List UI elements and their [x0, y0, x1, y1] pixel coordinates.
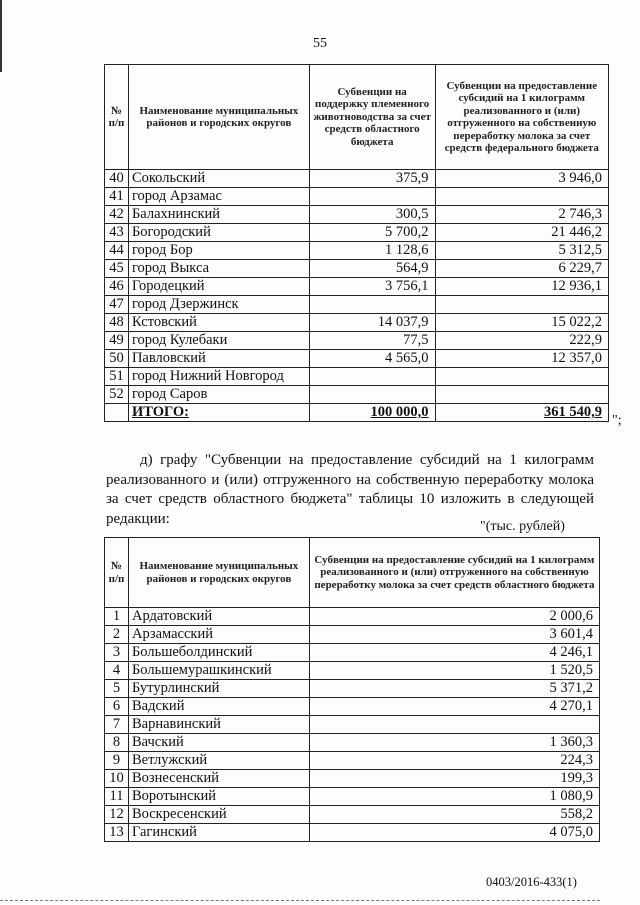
regional-value: 1 520,5: [309, 662, 599, 680]
federal-value: [435, 368, 608, 386]
regional-value: 3 601,4: [309, 626, 599, 644]
regional-value: 199,3: [309, 770, 599, 788]
table-row: [105, 788, 600, 806]
district-name: Вадский: [128, 698, 309, 716]
district-name: Городецкий: [128, 278, 309, 296]
t2-col-number-header: № п/п: [105, 538, 129, 608]
district-name: Вачский: [128, 734, 309, 752]
regional-value: 5 371,2: [309, 680, 599, 698]
table-row: [105, 314, 609, 332]
row-number: 9: [105, 752, 129, 770]
regional-value: 300,5: [309, 206, 435, 224]
table-row: [105, 170, 609, 188]
row-number: 42: [105, 206, 129, 224]
row-number: 50: [105, 350, 129, 368]
table-row: [105, 278, 609, 296]
row-number: 46: [105, 278, 129, 296]
row-number: 45: [105, 260, 129, 278]
district-name: Балахнинский: [128, 206, 309, 224]
district-name: Воротынский: [128, 788, 309, 806]
regional-value: 4 075,0: [309, 824, 599, 842]
district-name: город Саров: [128, 386, 309, 404]
federal-value: 5 312,5: [435, 242, 608, 260]
regional-value: 375,9: [309, 170, 435, 188]
district-name: город Кулебаки: [128, 332, 309, 350]
district-name: Варнавинский: [128, 716, 309, 734]
table-row: [105, 770, 600, 788]
total-federal: 361 540,9: [435, 404, 608, 422]
regional-value: 2 000,6: [309, 608, 599, 626]
table-row: [105, 332, 609, 350]
t2-col-name-header: Наименование муниципальных районов и городских округов: [128, 538, 309, 608]
document-code: 0403/2016-433(1): [486, 875, 577, 889]
table-row: [105, 260, 609, 278]
row-number: 44: [105, 242, 129, 260]
regional-value: [309, 188, 435, 206]
district-name: город Бор: [128, 242, 309, 260]
district-name: Павловский: [128, 350, 309, 368]
regional-value: 1 080,9: [309, 788, 599, 806]
federal-value: 12 936,1: [435, 278, 608, 296]
table-row: [105, 734, 600, 752]
federal-value: 222,9: [435, 332, 608, 350]
row-number: 7: [105, 716, 129, 734]
district-name: Кстовский: [128, 314, 309, 332]
row-number: 11: [105, 788, 129, 806]
regional-value: [309, 368, 435, 386]
total-regional: 100 000,0: [309, 404, 435, 422]
table-row: [105, 698, 600, 716]
bottom-dashed-line: [0, 900, 600, 902]
federal-value: 2 746,3: [435, 206, 608, 224]
row-number: 12: [105, 806, 129, 824]
row-number: 2: [105, 626, 129, 644]
table-row: [105, 806, 600, 824]
paragraph-text: д) графу "Субвенции на предоставление субсидий на 1 килограмм реализованного и (или) отгруженного на собственную переработку молока за счет средств областного бюджета" таблицы 10 изложить в следующей редакции:: [106, 452, 594, 527]
district-name: Сокольский: [128, 170, 309, 188]
col-federal-header: Субвенции на предоставление субсидий на 1 килограмм реализованного и (или) отгруженного на собственную переработку молока за счет средств федерального бюджета: [435, 65, 608, 170]
district-name: Вознесенский: [128, 770, 309, 788]
subsidy-table-2: [104, 537, 600, 842]
federal-value: 3 946,0: [435, 170, 608, 188]
row-number: 5: [105, 680, 129, 698]
district-name: Большемурашкинский: [128, 662, 309, 680]
regional-value: 224,3: [309, 752, 599, 770]
regional-value: 4 270,1: [309, 698, 599, 716]
row-number: 51: [105, 368, 129, 386]
regional-value: 5 700,2: [309, 224, 435, 242]
total-number-cell: [105, 404, 129, 422]
table-row: [105, 626, 600, 644]
t2-col-value-header: Субвенции на предоставление субсидий на 1 килограмм реализованного и (или) отгруженного на собственную переработку молока за счет средств областного бюджета: [309, 538, 599, 608]
table-row: [105, 224, 609, 242]
district-name: Гагинский: [128, 824, 309, 842]
row-number: 47: [105, 296, 129, 314]
federal-value: [435, 188, 608, 206]
table-row: [105, 368, 609, 386]
table-row: [105, 206, 609, 224]
table-row: [105, 242, 609, 260]
federal-value: 21 446,2: [435, 224, 608, 242]
regional-value: 4 246,1: [309, 644, 599, 662]
table-row: [105, 386, 609, 404]
district-name: Бутурлинский: [128, 680, 309, 698]
table-row: [105, 824, 600, 842]
row-number: 1: [105, 608, 129, 626]
table-row: [105, 680, 600, 698]
federal-value: 15 022,2: [435, 314, 608, 332]
regional-value: [309, 296, 435, 314]
amendment-paragraph: [106, 451, 594, 529]
row-number: 4: [105, 662, 129, 680]
row-number: 52: [105, 386, 129, 404]
row-number: 3: [105, 644, 129, 662]
table-row: [105, 644, 600, 662]
row-number: 43: [105, 224, 129, 242]
district-name: Большеболдинский: [128, 644, 309, 662]
row-number: 40: [105, 170, 129, 188]
units-label: "(тыс. рублей): [480, 519, 565, 534]
regional-value: 77,5: [309, 332, 435, 350]
district-name: город Нижний Новгород: [128, 368, 309, 386]
row-number: 10: [105, 770, 129, 788]
row-number: 13: [105, 824, 129, 842]
total-row: [105, 404, 609, 422]
regional-value: 1 360,3: [309, 734, 599, 752]
regional-value: 558,2: [309, 806, 599, 824]
row-number: 48: [105, 314, 129, 332]
table-row: [105, 752, 600, 770]
federal-value: 6 229,7: [435, 260, 608, 278]
federal-value: [435, 296, 608, 314]
col-number-header: № п/п: [105, 65, 129, 170]
regional-value: 564,9: [309, 260, 435, 278]
district-name: Арзамасский: [128, 626, 309, 644]
table2-body: [105, 608, 600, 842]
district-name: город Выкса: [128, 260, 309, 278]
table1-body: [105, 170, 609, 422]
table-row: [105, 662, 600, 680]
closing-quote: ";: [612, 413, 622, 428]
regional-value: [309, 386, 435, 404]
federal-value: 12 357,0: [435, 350, 608, 368]
regional-value: 14 037,9: [309, 314, 435, 332]
district-name: Воскресенский: [128, 806, 309, 824]
row-number: 8: [105, 734, 129, 752]
subsidy-table-1: [104, 64, 609, 422]
table-row: [105, 188, 609, 206]
row-number: 49: [105, 332, 129, 350]
regional-value: [309, 716, 599, 734]
total-label: ИТОГО:: [128, 404, 309, 422]
regional-value: 4 565,0: [309, 350, 435, 368]
table-row: [105, 350, 609, 368]
col-regional-header: Субвенции на поддержку племенного животноводства за счет средств областного бюджета: [309, 65, 435, 170]
regional-value: 3 756,1: [309, 278, 435, 296]
district-name: Ардатовский: [128, 608, 309, 626]
page-number: 55: [313, 36, 327, 51]
regional-value: 1 128,6: [309, 242, 435, 260]
table-row: [105, 716, 600, 734]
row-number: 6: [105, 698, 129, 716]
table-row: [105, 296, 609, 314]
district-name: Ветлужский: [128, 752, 309, 770]
col-name-header: Наименование муниципальных районов и городских округов: [128, 65, 309, 170]
table-row: [105, 608, 600, 626]
district-name: город Арзамас: [128, 188, 309, 206]
federal-value: [435, 386, 608, 404]
district-name: Богородский: [128, 224, 309, 242]
district-name: город Дзержинск: [128, 296, 309, 314]
row-number: 41: [105, 188, 129, 206]
